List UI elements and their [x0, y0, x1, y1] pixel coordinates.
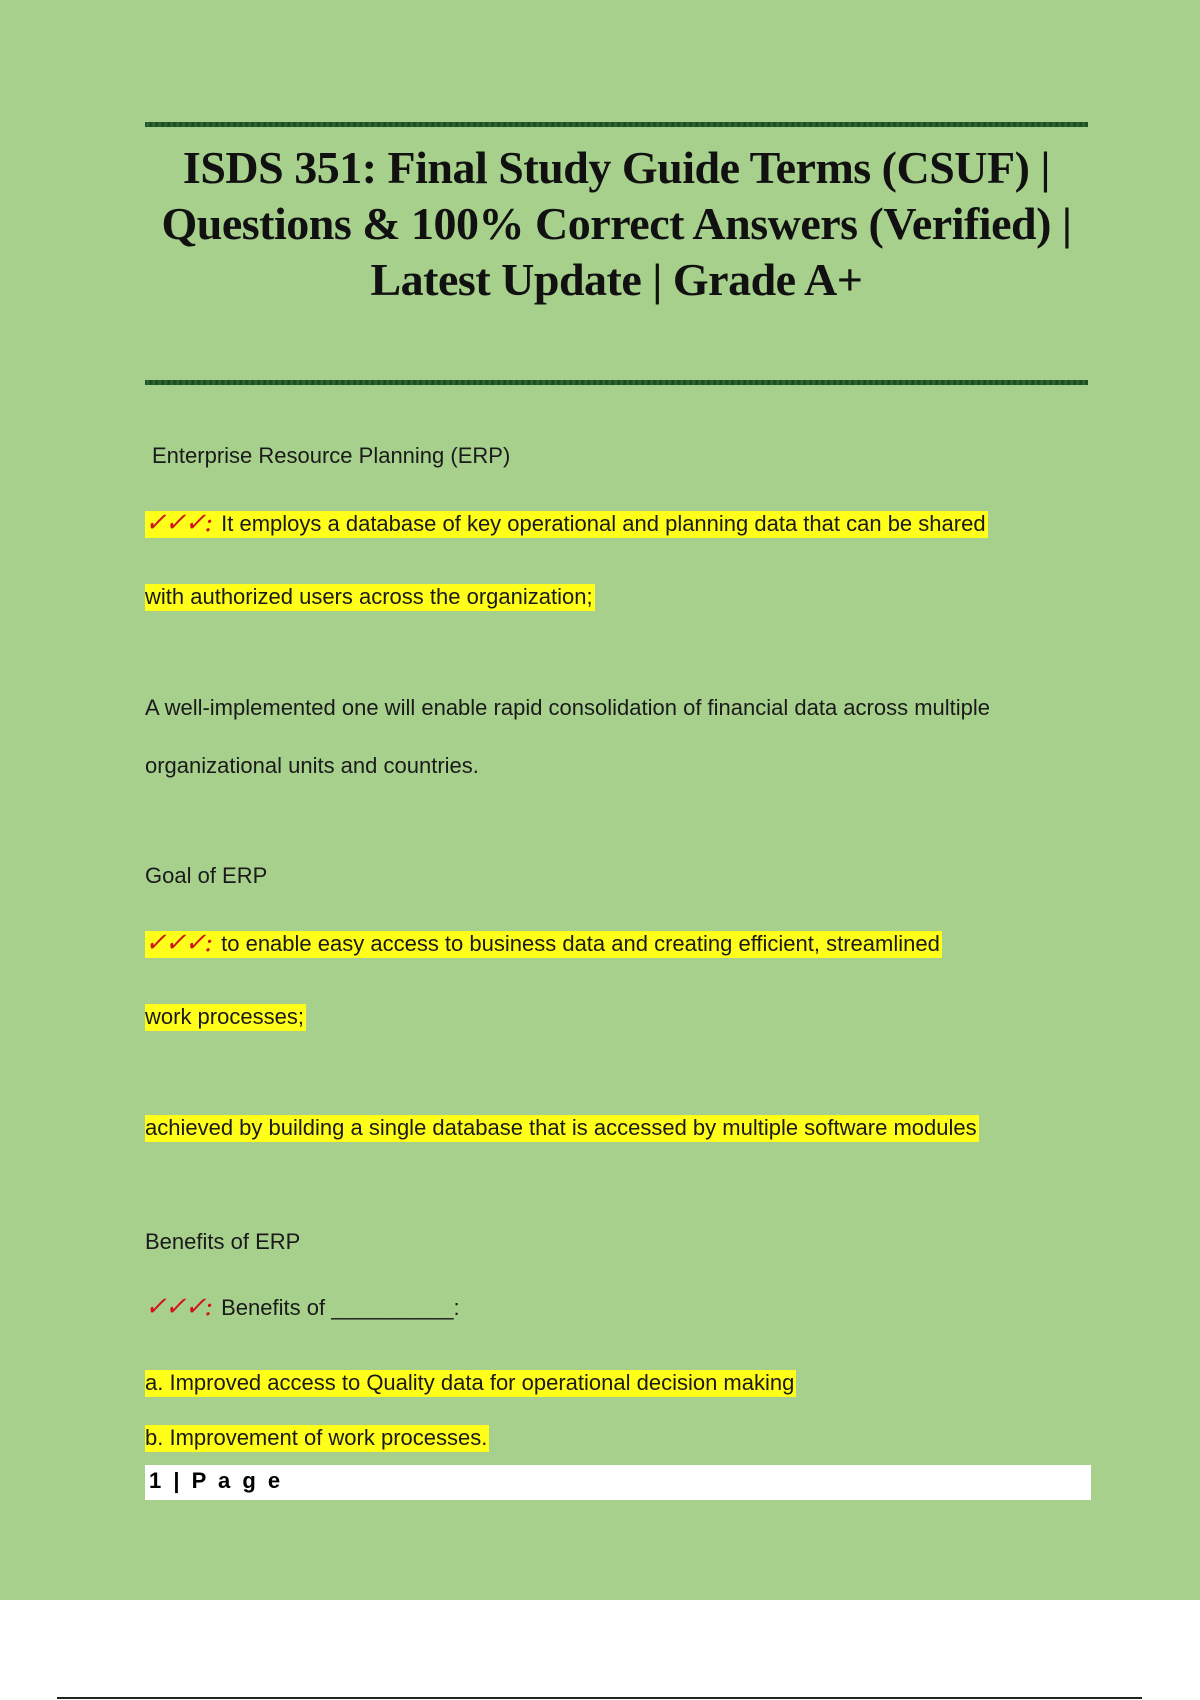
answer-goal-text-1: to enable easy access to business data and creating efficient, streamlined [221, 931, 940, 956]
check-mark-icon: ✓✓✓: [145, 928, 212, 958]
answer-erp-line-2 [145, 582, 595, 612]
page-footer [145, 1465, 1091, 1500]
answer-benefits-line-1 [145, 1292, 460, 1323]
term-goal-of-erp: Goal of ERP [145, 863, 268, 888]
answer-goal-line-1 [145, 928, 942, 959]
title-line-1: ISDS 351: Final Study Guide Terms (CSUF) | [182, 142, 1051, 193]
check-mark-icon: ✓✓✓: [145, 508, 212, 538]
check-mark-icon: ✓✓✓: [145, 1292, 212, 1322]
term-benefits-of-erp: Benefits of ERP [145, 1229, 301, 1254]
note-erp-line-2: organizational units and countries. [145, 753, 479, 778]
note-goal-line-1 [145, 1113, 979, 1143]
answer-erp-line-1 [145, 508, 988, 539]
note-erp-line-1: A well-implemented one will enable rapid consolidation of financial data across multiple [145, 695, 991, 720]
bottom-divider [57, 1697, 1142, 1699]
document-title [145, 140, 1088, 308]
term-erp: Enterprise Resource Planning (ERP) [152, 443, 511, 468]
benefit-item-b [145, 1423, 489, 1453]
answer-benefits-text-1: Benefits of __________: [221, 1295, 460, 1320]
page-number: 1 | P a g e [149, 1468, 284, 1493]
title-line-3: Latest Update | Grade A+ [370, 254, 863, 305]
note-goal-text-1: achieved by building a single database that is accessed by multiple software modules [145, 1115, 977, 1140]
title-line-2: Questions & 100% Correct Answers (Verified) | [161, 198, 1072, 249]
answer-erp-highlight-1 [145, 508, 988, 538]
answer-erp-text-1: It employs a database of key operational and planning data that can be shared [221, 511, 986, 536]
title-top-rule [145, 122, 1088, 127]
benefit-item-a [145, 1368, 796, 1398]
answer-goal-highlight-1 [145, 928, 942, 958]
benefit-item-b-text: b. Improvement of work processes. [145, 1425, 488, 1450]
answer-goal-line-2 [145, 1002, 306, 1032]
answer-erp-text-2: with authorized users across the organization; [145, 584, 593, 609]
answer-goal-text-2: work processes; [145, 1004, 304, 1029]
benefit-item-a-text: a. Improved access to Quality data for operational decision making [145, 1370, 795, 1395]
title-bottom-rule [145, 380, 1088, 385]
